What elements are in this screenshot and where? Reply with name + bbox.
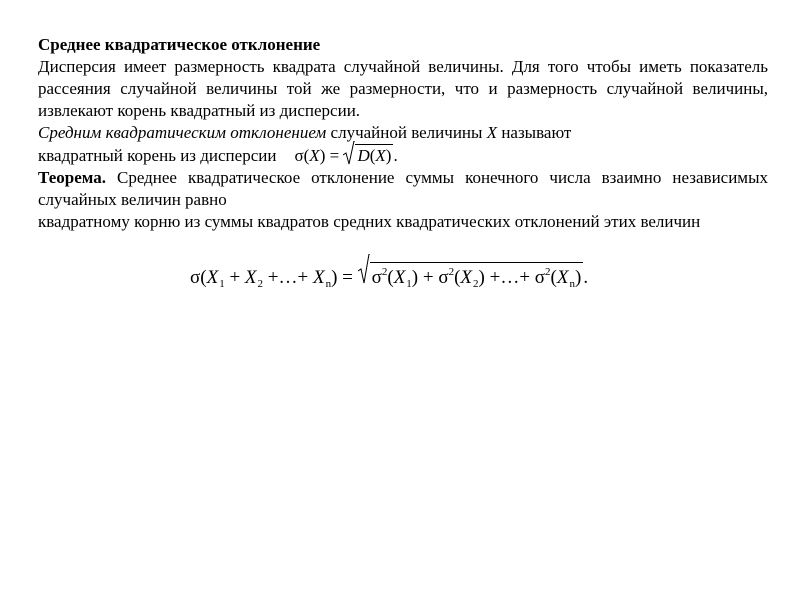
superscript: 2 xyxy=(381,266,388,278)
variable-x: X xyxy=(486,123,498,142)
variable-x: X xyxy=(244,267,257,288)
plus-sign: + xyxy=(519,267,531,288)
sigma-symbol: σ xyxy=(294,146,304,165)
theorem-line xyxy=(38,167,768,189)
variable-x: X xyxy=(460,267,473,288)
theorem-line-3: квадратному корню из суммы квадратов средних квадратических отклонений этих величин xyxy=(38,212,701,231)
variable-x: X xyxy=(206,267,219,288)
subscript: 1 xyxy=(219,278,225,290)
superscript: 2 xyxy=(545,266,551,278)
equals-sign: = xyxy=(329,146,340,165)
paren-close: ) xyxy=(385,146,392,165)
superscript: 2 xyxy=(448,266,455,278)
variable-x: X xyxy=(556,267,569,288)
paren-close: ) xyxy=(319,146,326,165)
radical-sign-icon xyxy=(358,254,370,284)
theorem-line-2: случайных величин равно xyxy=(38,190,227,209)
document-body xyxy=(38,34,768,233)
ellipsis: … xyxy=(500,267,520,288)
definition-text-2: квадратный корень из дисперсии xyxy=(38,146,277,165)
square-root xyxy=(343,144,393,167)
formula-std-dev xyxy=(294,146,397,165)
definition-text-after: называют xyxy=(497,123,572,142)
ellipsis: … xyxy=(278,267,298,288)
plus-sign: + xyxy=(297,267,309,288)
subscript: n xyxy=(569,278,575,290)
definition-line xyxy=(38,122,768,144)
period: . xyxy=(393,146,398,165)
square-root: $\sigma^2(X_1) + \sigma^2(X_2)$ +…+ $\sigma^2(X_n)$ xyxy=(358,262,584,290)
theorem-label: Теорема. xyxy=(38,168,106,187)
sigma-symbol: σ xyxy=(438,267,449,288)
sigma-symbol: σ xyxy=(534,267,546,288)
plus-sign: + xyxy=(267,267,279,288)
definition-term: Средним квадратическим отклонением xyxy=(38,123,327,142)
section-title: Среднее квадратическое отклонение xyxy=(38,35,321,54)
dispersion-symbol: D xyxy=(357,146,370,165)
subscript: 2 xyxy=(257,278,264,290)
plus-sign: + xyxy=(489,267,501,288)
plus-sign: + xyxy=(422,267,434,288)
definition-text: случайной величины xyxy=(326,123,483,142)
radical-sign-icon xyxy=(343,141,355,165)
paren-open: ( xyxy=(303,146,310,165)
subscript: 1 xyxy=(406,278,412,290)
plus-sign: + xyxy=(229,267,241,288)
variable-x: X xyxy=(393,267,406,288)
variable-x: X xyxy=(309,146,320,165)
paren-open: ( xyxy=(369,146,376,165)
paragraph-line: извлекают корень квадратный из дисперсии. xyxy=(38,101,361,120)
subscript: 2 xyxy=(473,278,479,290)
sigma-symbol: σ xyxy=(190,267,201,288)
paragraph-line: рассеяния случайной величины той же размерности, что и размерность случайной величины, xyxy=(38,79,768,98)
formula-sum-std-dev: $\sigma(X_1 + X_2$ +…+ $X_n$) = $\sigma^2(X_1) + \sigma^2(X_2)$ +…+ $\sigma^2(X_n)$ . xyxy=(190,262,588,290)
paragraph-line: Дисперсия имеет размерность квадрата случайной величины. Для того чтобы иметь показатель xyxy=(38,57,768,76)
period: . xyxy=(583,267,589,288)
definition-line-2 xyxy=(38,144,768,167)
subscript: n xyxy=(325,278,332,290)
sigma-symbol: σ xyxy=(371,267,382,288)
theorem-text: Среднее квадратическое отклонение суммы конечного числа взаимно независимых xyxy=(105,168,768,187)
equals-sign: = xyxy=(342,267,353,288)
variable-x: X xyxy=(375,146,386,165)
variable-x: X xyxy=(312,267,325,288)
